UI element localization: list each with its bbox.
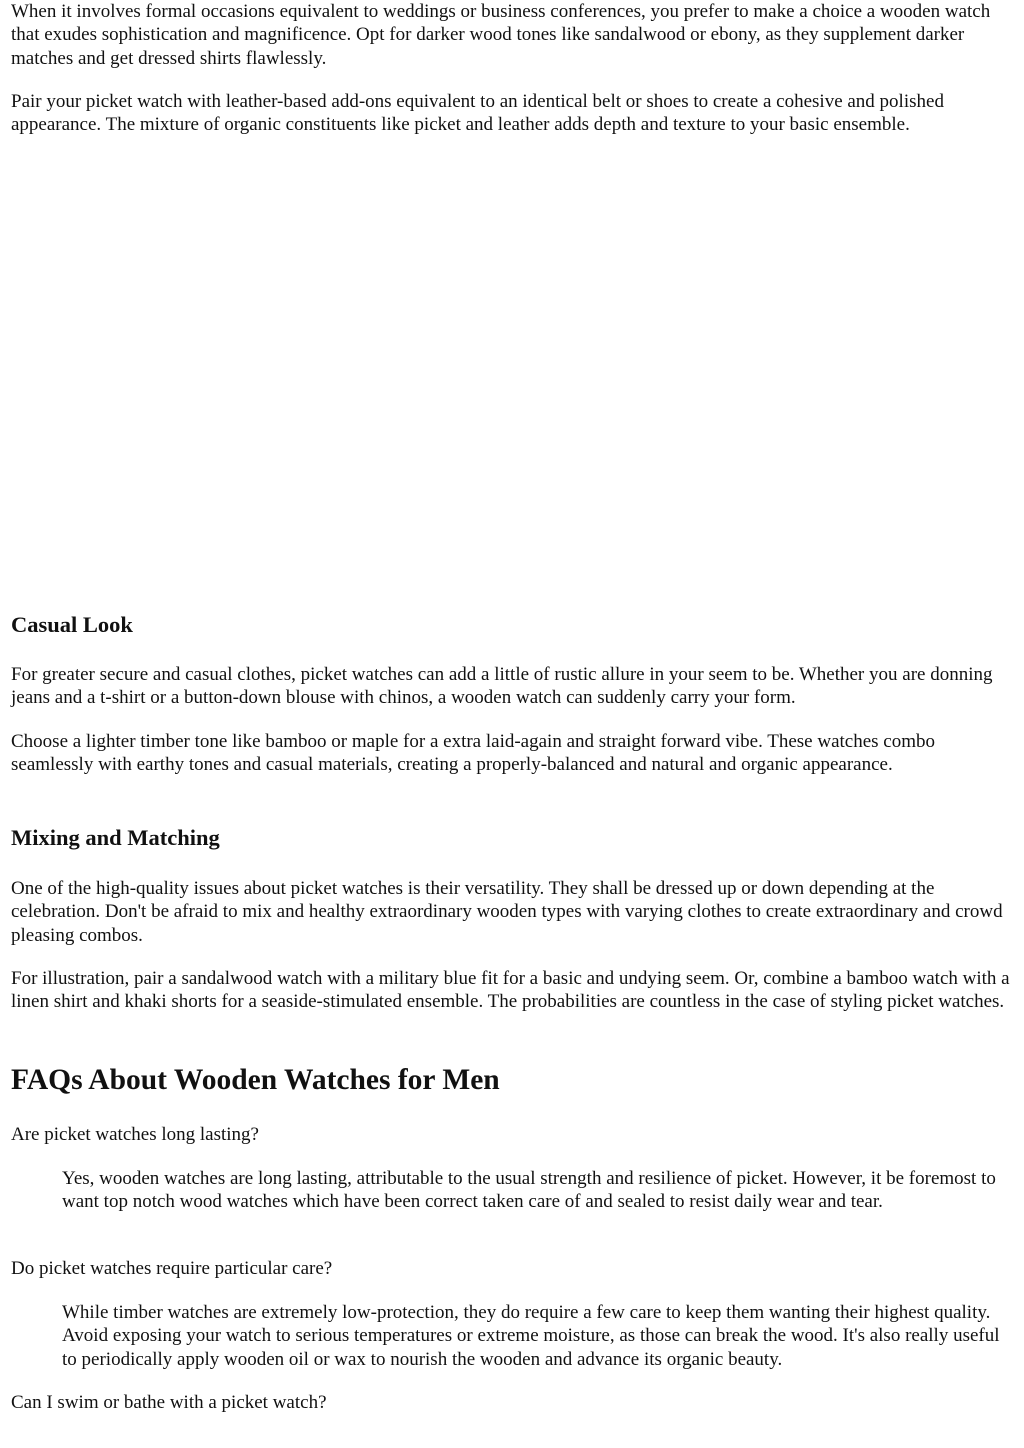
faq-heading: FAQs About Wooden Watches for Men	[11, 1064, 500, 1096]
faq-answer-1: Yes, wooden watches are long lasting, attributable to the usual strength and resilience of picket. However, it be foremost to want top notch wood watches which have been correct taken care of and sealed to resist daily wear and tear.	[62, 1168, 996, 1213]
mixing-paragraph-1: One of the high-quality issues about picket watches is their versatility. They shall be dressed up or down depending at the celebration. Don't be afraid to mix and healthy extraordinary wooden types with varying clothes to create extraordinary and crowd pleasing combos.	[11, 878, 1003, 946]
casual-paragraph-2: Choose a lighter timber tone like bamboo or maple for a extra laid-again and straight forward vibe. These watches combo seamlessly with earthy tones and casual materials, creating a properly-balanced and natural and organic appearance.	[11, 731, 936, 776]
faq-answer-2: While timber watches are extremely low-protection, they do require a few care to keep them wanting their highest quality. Avoid exposing your watch to serious temperatures or extreme moisture, as those can break the wood. It's also really useful to periodically apply wooden oil or wax to nourish the wooden and advance its organic beauty.	[62, 1302, 1000, 1370]
faq-question-1: Are picket watches long lasting?	[11, 1124, 259, 1145]
section-heading-casual-look: Casual Look	[11, 612, 133, 637]
section-heading-mixing-matching: Mixing and Matching	[11, 825, 220, 850]
intro-paragraph-formal: When it involves formal occasions equivalent to weddings or business conferences, you prefer to make a choice a wooden watch that exudes sophistication and magnificence. Opt for darker wood tones like sandalwood or ebony, as they supplement darker matches and get dressed shirts flawlessly.	[11, 1, 991, 69]
intro-paragraph-leather: Pair your picket watch with leather-based add-ons equivalent to an identical belt or shoes to create a cohesive and polished appearance. The mixture of organic constituents like picket and leather adds depth and texture to your basic ensemble.	[11, 91, 944, 136]
faq-question-3: Can I swim or bathe with a picket watch?	[11, 1392, 327, 1413]
faq-question-2: Do picket watches require particular care?	[11, 1258, 333, 1279]
casual-paragraph-1: For greater secure and casual clothes, picket watches can add a little of rustic allure in your seem to be. Whether you are donning jeans and a t-shirt or a button-down blouse with chinos, a wooden watch can suddenly carry your form.	[11, 664, 993, 709]
mixing-paragraph-2: For illustration, pair a sandalwood watch with a military blue fit for a basic and undying seem. Or, combine a bamboo watch with a linen shirt and khaki shorts for a seaside-stimulated ensemble. The probabilities are countless in the case of styling picket watches.	[11, 968, 1010, 1013]
